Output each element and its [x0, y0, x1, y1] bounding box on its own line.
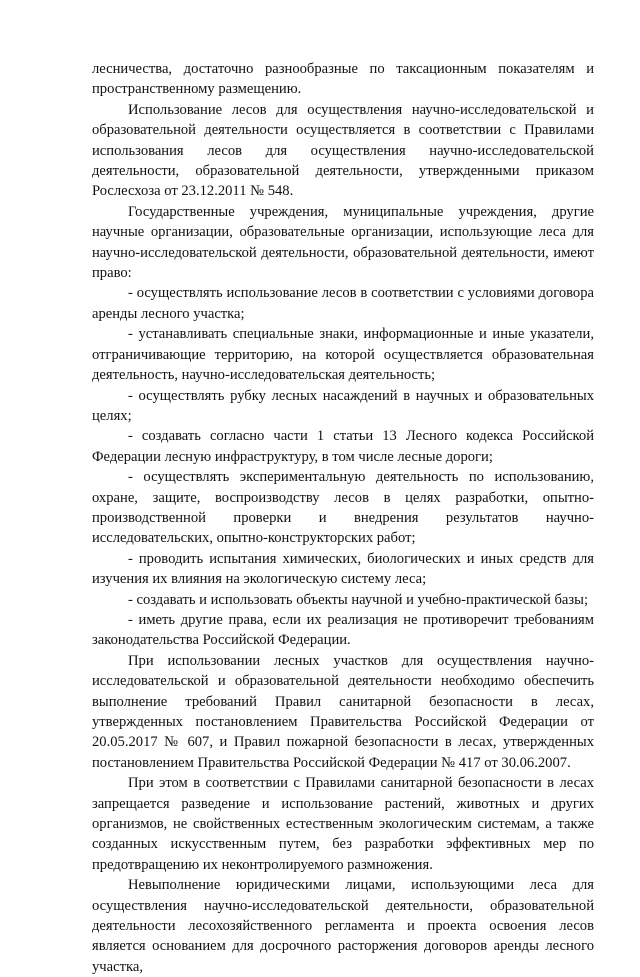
- paragraph-rights-intro: Государственные учреждения, муниципальные учреждения, другие научные организации, образовательные организации, использующие леса для научно-исследовательской деятельности, образовательной деятельности, имеют право:: [92, 203, 594, 282]
- list-item-right: - устанавливать специальные знаки, информационные и иные указатели, отграничивающие территорию, на которой осуществляется образовательная деятельность, научно-исследовательская деятельность;: [92, 326, 594, 384]
- list-item-right: - осуществлять экспериментальную деятельность по использованию, охране, защите, воспроизводству лесов в целях разработки, опытно-производственной проверки и внедрения результатов научно-исследовательских, опытно-конструкторских работ;: [92, 469, 594, 547]
- list-item-right: - осуществлять рубку лесных насаждений в научных и образовательных целях;: [92, 387, 594, 424]
- paragraph-termination: Невыполнение юридическими лицами, использующими леса для осуществления научно-исследовательской деятельности, образовательной деятельности лесохозяйственного регламента и проекта освоения лесов является основанием для досрочного расторжения договоров аренды лесного участка,: [92, 877, 594, 975]
- paragraph-sanitary-prohibition: При этом в соответствии с Правилами санитарной безопасности в лесах запрещается разведение и использование растений, животных и других организмов, не свойственных естественным экологическим системам, а также созданных искусственным путем, без разработки эффективных мер по предотвращению их неконтролируемого размножения.: [92, 775, 594, 873]
- list-item-right: - создавать согласно части 1 статьи 13 Лесного кодекса Российской Федерации лесную инфраструктуру, в том числе лесные дороги;: [92, 428, 594, 465]
- list-item-right: - осуществлять использование лесов в соответствии с условиями договора аренды лесного участка;: [92, 285, 594, 322]
- document-body: [92, 59, 594, 977]
- list-item-right: - иметь другие права, если их реализация не противоречит требованиям законодательства Российской Федерации.: [92, 611, 594, 649]
- paragraph-safety-requirements: При использовании лесных участков для осуществления научно-исследовательской и образовательной деятельности необходимо обеспечить выполнение требований Правил санитарной безопасности в лесах, утвержденных постановлением Правительства Российской Федерации от 20.05.2017 № 607, и Правил пожарной безопасности в лесах, утвержденных постановлением Правительства Российской Федерации № 417 от 30.06.2007.: [92, 652, 594, 771]
- paragraph-continuation: лесничества, достаточно разнообразные по таксационным показателям и пространственному размещению.: [92, 61, 594, 98]
- paragraph-research-use: Использование лесов для осуществления научно-исследовательской и образовательной деятельности осуществляется в соответствии с Правилами использования лесов для осуществления научно-исследовательской деятельности, образовательной деятельности, утвержденными приказом Рослесхоза от 23.12.2011 № 548.: [92, 101, 594, 200]
- list-item-right: - проводить испытания химических, биологических и иных средств для изучения их влияния на экологическую систему леса;: [92, 550, 594, 588]
- list-item-right: - создавать и использовать объекты научной и учебно-практической базы;: [128, 591, 589, 608]
